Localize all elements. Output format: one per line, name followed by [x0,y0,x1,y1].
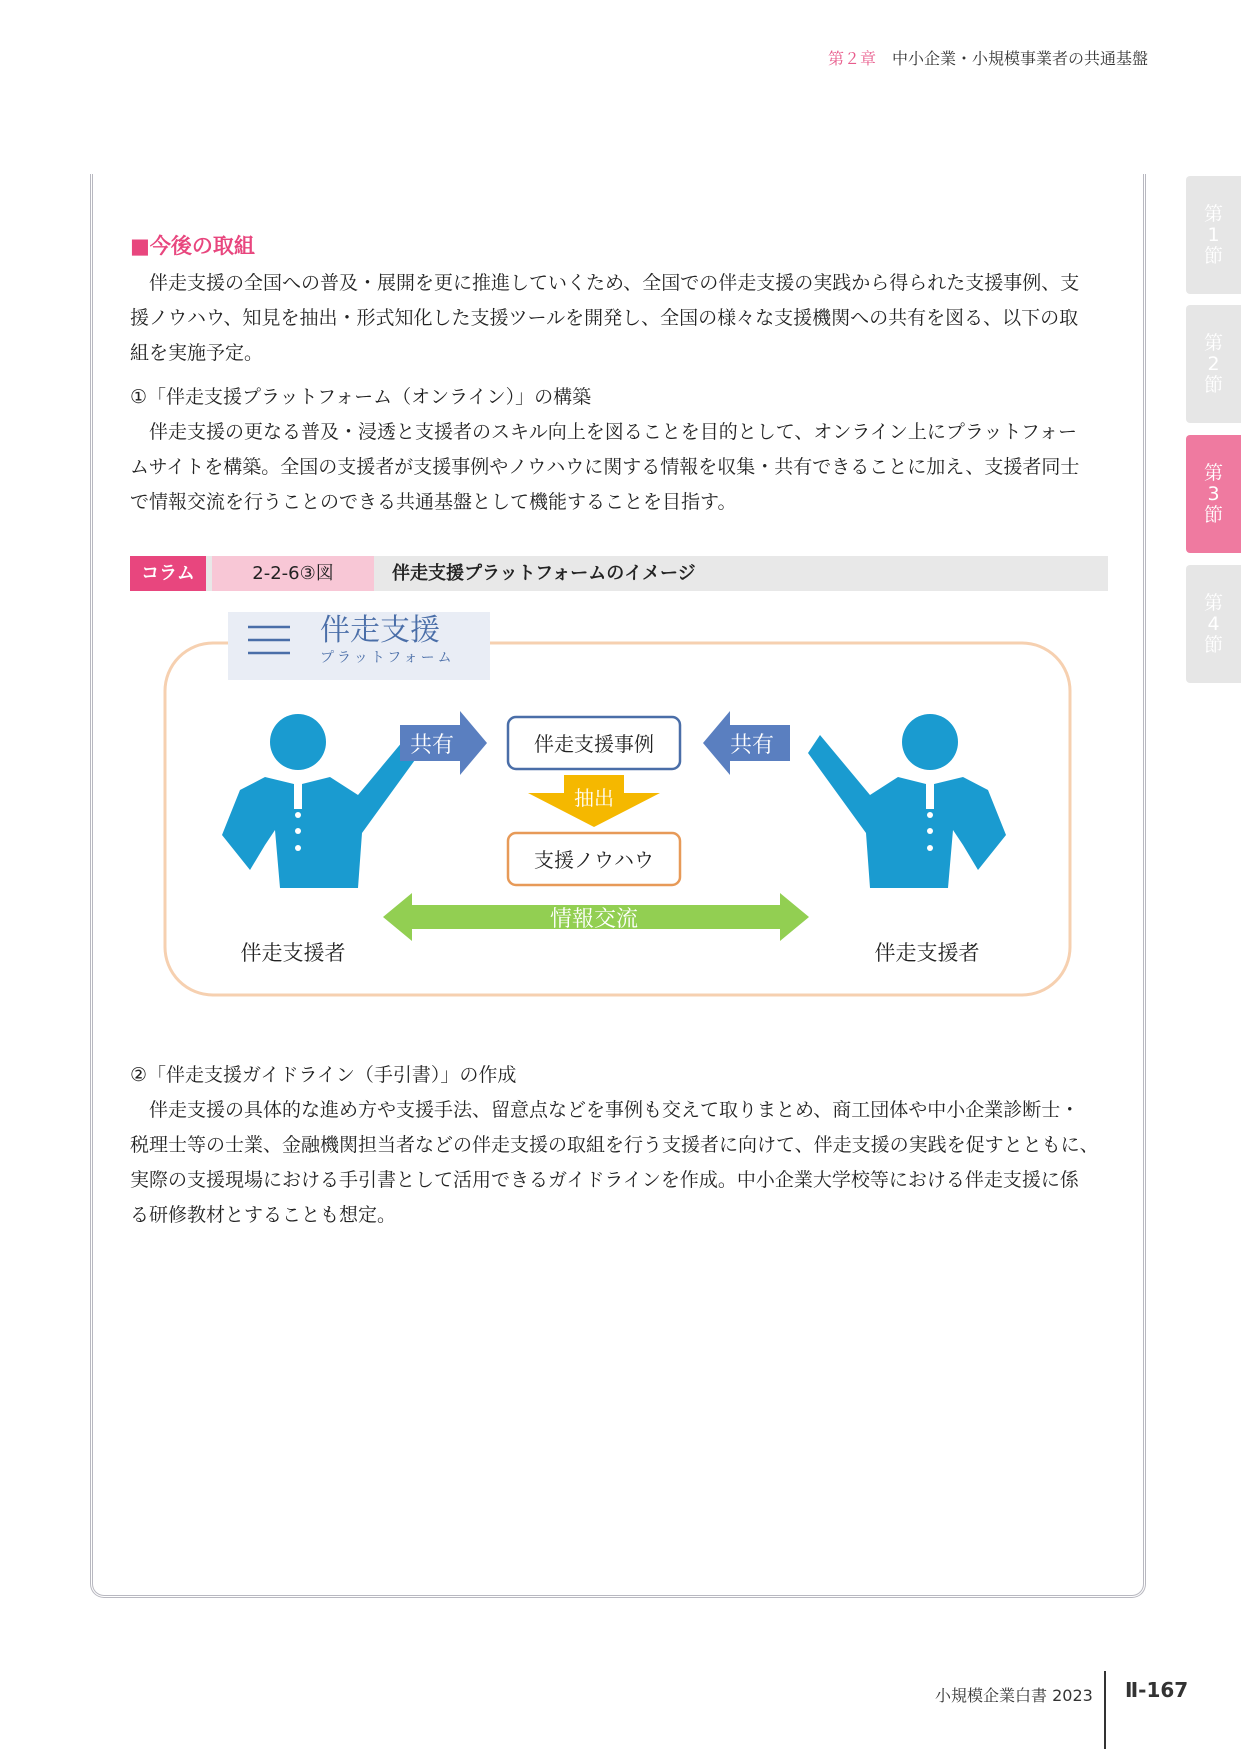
svg-text:支援ノウハウ: 支援ノウハウ [534,850,654,872]
svg-text:伴走支援事例: 伴走支援事例 [534,734,654,756]
page-footer [935,1678,1189,1706]
footer-divider [1104,1671,1106,1749]
book-title: 小規模企業白書 2023 [935,1686,1093,1705]
chapter-title: 中小企業・小規模事業者の共通基盤 [891,49,1148,68]
svg-text:情報交流: 情報交流 [549,906,639,931]
platform-diagram [130,605,1110,1005]
person-right-label: 伴走支援者 [874,942,980,965]
section-title: ■今後の取組 [130,234,255,258]
running-header [828,46,1148,69]
item2-title: ②「伴走支援ガイドライン（手引書）」の作成 [130,1064,517,1086]
person-left-label: 伴走支援者 [240,942,346,965]
tab-section-2[interactable]: 第2節 [1186,305,1241,423]
svg-text:抽出: 抽出 [574,788,614,810]
logo-main: 伴走支援 [320,614,440,647]
svg-text:共有: 共有 [730,732,775,757]
item1-block: ①「伴走支援プラットフォーム（オンライン）」の構築 伴走支援の更なる普及・浸透と支援者のスキル向上を図ることを目的として、オンライン上にプラットフォー ムサイトを構築。全国の支援者が支援事例やノウハウに関する情報を収集・共有できることに加え、支援者同士 で情報交流を行うことのできる共通基盤として機能することを目指す。 [130,380,1110,520]
page-number: Ⅱ-167 [1125,1678,1189,1702]
logo-sub: プラットフォーム [320,649,455,665]
figure-title: 伴走支援プラットフォームのイメージ [392,563,696,584]
svg-text:共有: 共有 [410,732,455,757]
column-header [130,556,1108,591]
intro-paragraph: 伴走支援の全国への普及・展開を更に推進していくため、全国での伴走支援の実践から得られた支援事例、支 援ノウハウ、知見を抽出・形式知化した支援ツールを開発し、全国の様々な支援機関への共有を図る、以下の取 組を実施予定。 [130,272,1080,364]
tab-section-4[interactable]: 第4節 [1186,565,1241,683]
figure-number: 2-2-6③図 [212,556,374,591]
item1-title: ①「伴走支援プラットフォーム（オンライン）」の構築 [130,386,592,408]
column-tag: コラム [130,556,206,591]
chapter-label: 第２章 [827,49,876,68]
tab-section-1[interactable]: 第1節 [1186,176,1241,294]
item2-block: ②「伴走支援ガイドライン（手引書）」の作成 伴走支援の具体的な進め方や支援手法、留意点などを事例も交えて取りまとめ、商工団体や中小企業診断士・ 税理士等の士業、金融機関担当者などの伴走支援の取組を行う支援者に向けて、伴走支援の実践を促すとともに、 実際の支援現場における手引書として活用できるガイドラインを作成。中小企業大学校等における伴走支援に係 る研修教材とすることも想定。 [130,1058,1110,1233]
tab-section-3[interactable]: 第3節 [1186,435,1241,553]
